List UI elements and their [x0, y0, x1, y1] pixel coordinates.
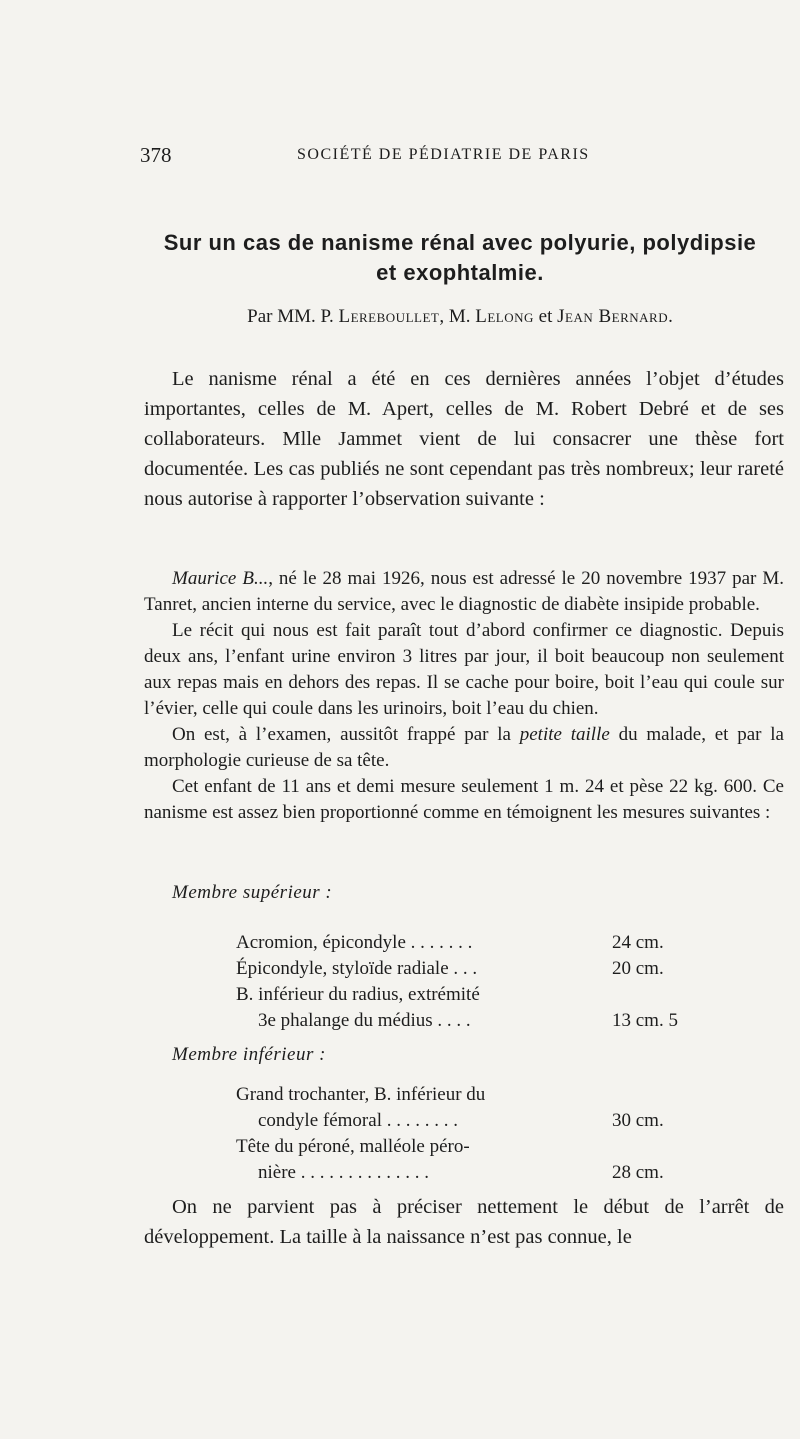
- authors-suffix: .: [668, 306, 673, 327]
- authors-sep-2: et: [533, 306, 558, 327]
- measurement-row: condyle fémoral . . . . . . . . 30 cm.: [258, 1110, 664, 1131]
- measurement-row: Tête du péroné, malléole péro-: [236, 1136, 470, 1157]
- measurement-row: nière . . . . . . . . . . . . . . 28 cm.: [258, 1162, 664, 1183]
- case-paragraph-2: Le récit qui nous est fait paraît tout d’abord confirmer ce diagnostic. Depuis deux ans, l’enfant urine environ 3 litres par jour, il boit beaucoup non seulement aux repas mais en dehors des repas. Il se cache pour boire, boit l’eau qui coule sur l’évier, celle qui coule dans les urinoirs, boit l’eau du chien.: [144, 620, 784, 719]
- case-paragraph-4: Cet enfant de 11 ans et demi mesure seulement 1 m. 24 et pèse 22 kg. 600. Ce nanisme est assez bien proportionné comme en témoignent les mesures suivantes :: [144, 776, 784, 823]
- running-title: SOCIÉTÉ DE PÉDIATRIE DE PARIS: [297, 146, 590, 163]
- measurement-row: Acromion, épicondyle . . . . . . . 24 cm.: [236, 932, 664, 953]
- measurement-row: Épicondyle, styloïde radiale . . . 20 cm.: [236, 958, 664, 979]
- authors-sep-1: , M.: [439, 306, 476, 327]
- lower-limb-measurements: [236, 1082, 696, 1186]
- upper-limb-heading: Membre supérieur :: [172, 882, 333, 903]
- title-line-2: et exophtalmie.: [376, 260, 544, 285]
- author-lelong: Lelong: [475, 306, 534, 327]
- closing-paragraph: On ne parvient pas à préciser nettement le début de l’arrêt de développement. La taille à la naissance n’est pas connue, le: [144, 1196, 784, 1248]
- intro-paragraph: Le nanisme rénal a été en ces dernières années l’objet d’études importantes, celles de M. Apert, celles de M. Robert Debré et de ses collaborateurs. Mlle Jammet vient de lui consacrer une thèse fort documentée. Les cas publiés ne sont cependant pas très nombreux; leur rareté nous autorise à rapporter l’observation suivante :: [144, 368, 784, 510]
- title-line-1: Sur un cas de nanisme rénal avec polyurie, polydipsie: [163, 230, 757, 255]
- measurement-row: Grand trochanter, B. inférieur du: [236, 1084, 486, 1105]
- author-lereboullet: Lereboullet: [338, 306, 440, 327]
- case-paragraph-1: Maurice B..., né le 28 mai 1926, nous est adressé le 20 novembre 1937 par M. Tanret, ancien interne du service, avec le diagnostic de diabète insipide probable.: [144, 568, 784, 615]
- upper-limb-measurements: [236, 930, 696, 1034]
- measurement-row: B. inférieur du radius, extrémité: [236, 984, 480, 1005]
- page-number: 378: [140, 143, 172, 167]
- authors-prefix: Par MM. P.: [247, 306, 339, 327]
- emphasis-petite-taille: petite taille: [519, 724, 610, 745]
- author-line: [140, 306, 780, 328]
- measurement-row: 3e phalange du médius . . . . 13 cm. 5: [258, 1010, 678, 1031]
- article-title: [140, 228, 780, 288]
- page-header: [140, 143, 660, 169]
- case-paragraph-3: On est, à l’examen, aussitôt frappé par la petite taille du malade, et par la morphologie curieuse de sa tête.: [144, 724, 784, 771]
- case-report: [144, 566, 784, 826]
- author-bernard: Jean Bernard: [557, 306, 669, 327]
- lower-limb-heading: Membre inférieur :: [172, 1044, 326, 1065]
- patient-name: Maurice B...: [172, 568, 269, 589]
